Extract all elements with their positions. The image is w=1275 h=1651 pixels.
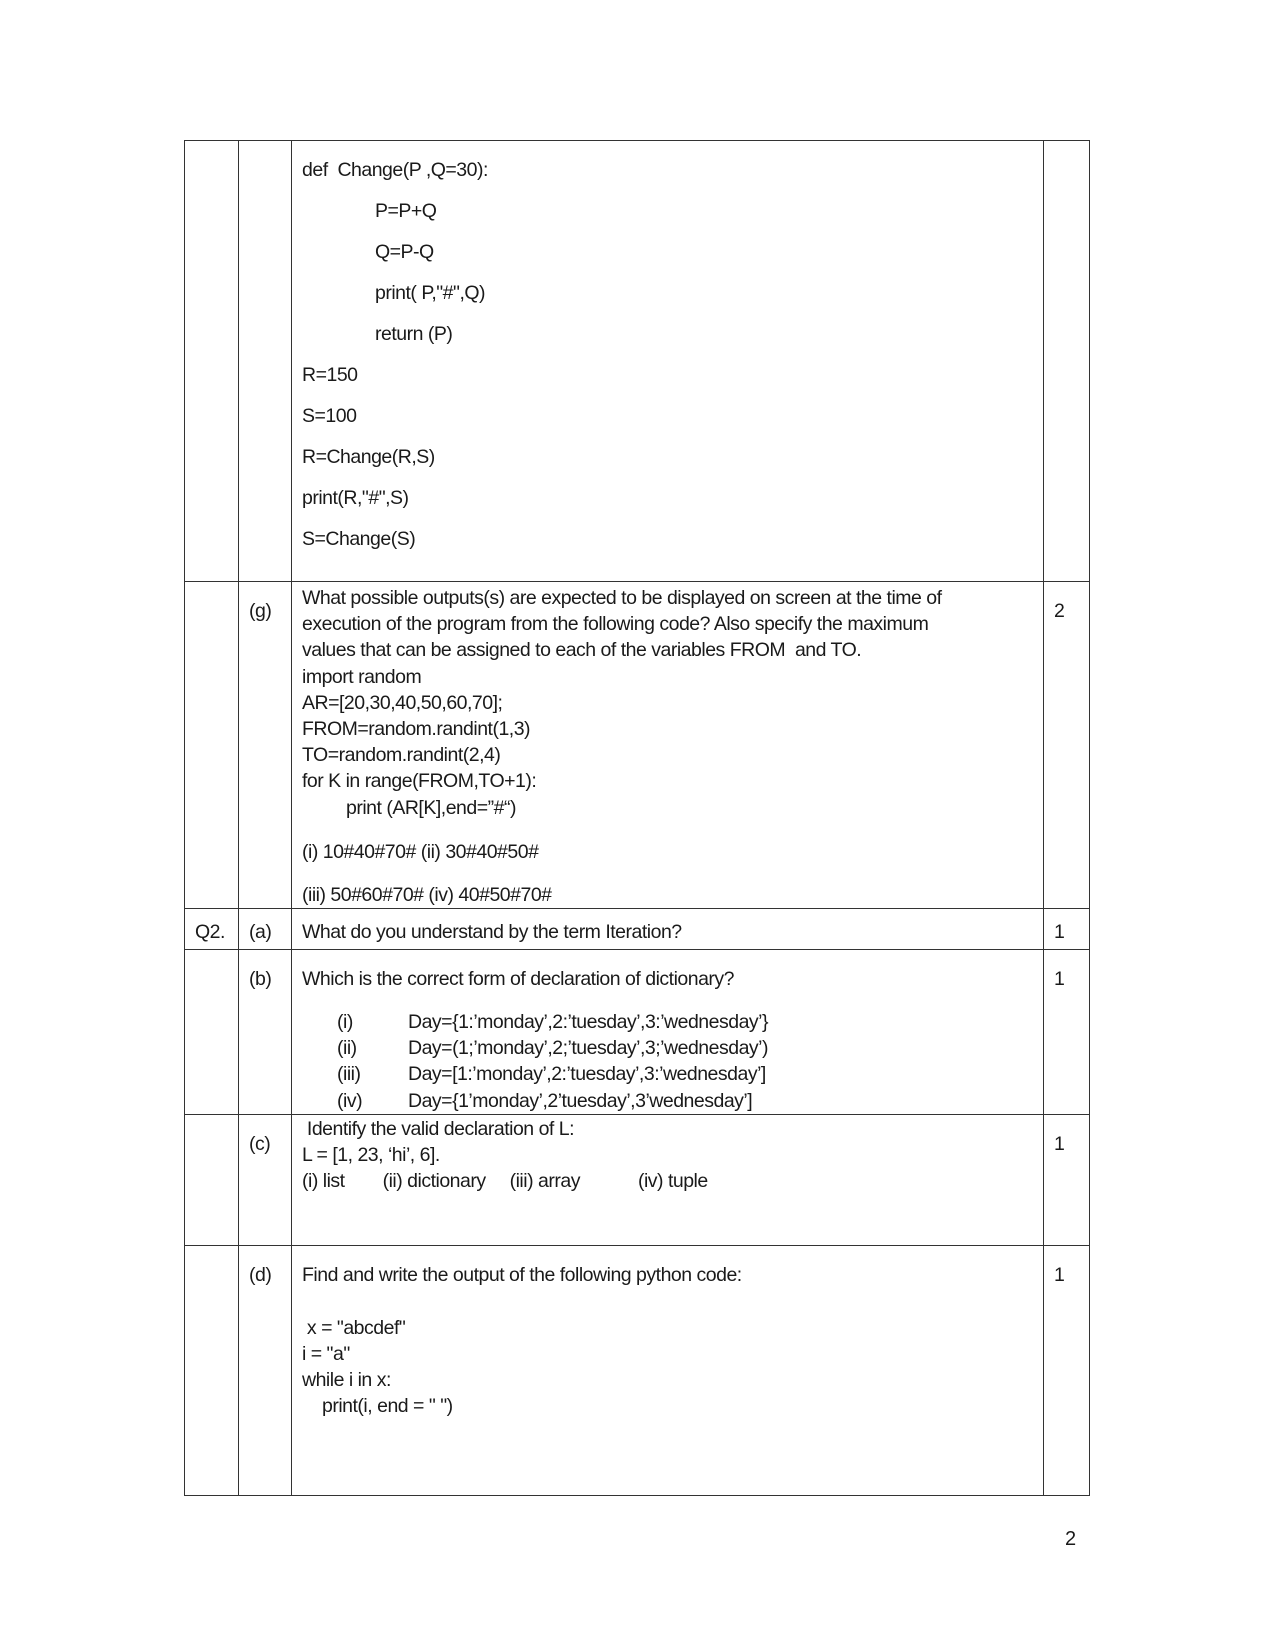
question-cell xyxy=(185,1245,239,1495)
question-text: Identify the valid declaration of L: xyxy=(302,1117,575,1140)
code-line: AR=[20,30,40,50,60,70]; xyxy=(302,691,503,714)
question-text: Find and write the output of the following python code: xyxy=(302,1263,742,1286)
part-cell xyxy=(239,1114,292,1245)
code-line: S=Change(S) xyxy=(302,528,416,550)
question-text: Which is the correct form of declaration of dictionary? xyxy=(302,968,735,991)
marks-cell xyxy=(1044,950,1090,1115)
code-line: R=150 xyxy=(302,364,358,386)
option-item: (ii) dictionary xyxy=(382,1170,486,1193)
option-text: Day={1:’monday’,2:’tuesday’,3:’wednesday’} xyxy=(408,1011,769,1034)
code-line: S=100 xyxy=(302,405,357,427)
code-line: Q=P-Q xyxy=(375,241,434,263)
content-cell xyxy=(292,909,1044,950)
part-cell xyxy=(239,582,292,909)
marks-cell xyxy=(1044,909,1090,950)
option-number: (i) xyxy=(337,1011,353,1034)
option-text: Day=(1;’monday’,2;’tuesday’,3;’wednesday’) xyxy=(408,1037,768,1060)
code-line: i = "a" xyxy=(302,1342,350,1365)
content-cell xyxy=(292,141,1044,582)
part-cell xyxy=(239,1245,292,1495)
option-item: (iv) tuple xyxy=(637,1170,708,1193)
part-label: (a) xyxy=(249,921,272,944)
content-cell xyxy=(292,1114,1044,1245)
code-line: import random xyxy=(302,665,422,688)
question-text: values that can be assigned to each of the variables FROM and TO. xyxy=(302,639,862,662)
code-block xyxy=(292,141,1043,569)
row-q2c xyxy=(185,1114,1090,1245)
part-label: (b) xyxy=(249,968,272,991)
option-line: (i) 10#40#70# (ii) 30#40#50# xyxy=(302,840,539,863)
option-item: (i) list xyxy=(302,1170,345,1193)
option-text: Day=[1:’monday’,2:’tuesday’,3:’wednesday’] xyxy=(408,1063,766,1086)
option-list xyxy=(302,1009,1043,1114)
list-declaration: L = [1, 23, ‘hi’, 6]. xyxy=(302,1143,440,1166)
part-cell xyxy=(239,909,292,950)
question-table xyxy=(184,140,1090,1496)
question-cell xyxy=(185,1114,239,1245)
option-list xyxy=(302,1168,1043,1194)
code-line: return (P) xyxy=(375,323,453,345)
question-text: What do you understand by the term Iteration? xyxy=(302,921,682,944)
code-line: print(i, end = " ") xyxy=(322,1395,453,1418)
marks-value: 1 xyxy=(1054,1263,1065,1286)
question-cell xyxy=(185,582,239,909)
question-number: Q2. xyxy=(195,921,225,944)
option-item xyxy=(302,1088,1043,1114)
marks-value: 2 xyxy=(1054,600,1065,622)
marks-cell xyxy=(1044,582,1090,909)
code-line: print(R,"#",S) xyxy=(302,487,409,509)
row-q2b xyxy=(185,950,1090,1115)
row-q2d xyxy=(185,1245,1090,1495)
marks-value: 1 xyxy=(1054,921,1065,944)
code-line: TO=random.randint(2,4) xyxy=(302,744,501,767)
option-number: (ii) xyxy=(337,1037,357,1060)
question-text: What possible outputs(s) are expected to be displayed on screen at the time of xyxy=(302,587,942,609)
part-label: (g) xyxy=(249,600,272,622)
option-line: (iii) 50#60#70# (iv) 40#50#70# xyxy=(302,883,552,906)
content-cell xyxy=(292,582,1044,909)
row-g xyxy=(185,582,1090,909)
code-line: x = "abcdef" xyxy=(302,1316,406,1339)
question-text: execution of the program from the following code? Also specify the maximum xyxy=(302,613,929,636)
code-line: def Change(P ,Q=30): xyxy=(302,159,488,181)
page-number: 2 xyxy=(1065,1528,1077,1550)
part-label: (c) xyxy=(249,1132,271,1155)
option-item xyxy=(302,1061,1043,1087)
marks-value: 1 xyxy=(1054,968,1065,991)
marks-cell xyxy=(1044,1245,1090,1495)
marks-cell xyxy=(1044,1114,1090,1245)
part-label: (d) xyxy=(249,1263,272,1286)
option-text: Day={1’monday’,2’tuesday’,3’wednesday’] xyxy=(408,1089,753,1112)
content-cell xyxy=(292,1245,1044,1495)
question-cell xyxy=(185,909,239,950)
question-cell xyxy=(185,950,239,1115)
code-line: FROM=random.randint(1,3) xyxy=(302,718,531,741)
option-item xyxy=(302,1009,1043,1035)
code-line: print (AR[K],end=”#“) xyxy=(346,796,516,819)
option-item: (iii) array xyxy=(509,1170,580,1193)
part-cell xyxy=(239,950,292,1115)
row-q2a xyxy=(185,909,1090,950)
code-line: R=Change(R,S) xyxy=(302,446,435,468)
code-line: for K in range(FROM,TO+1): xyxy=(302,770,537,793)
option-number: (iii) xyxy=(337,1063,361,1086)
code-line: while i in x: xyxy=(302,1369,391,1392)
option-item xyxy=(302,1035,1043,1061)
code-line: print( P,"#",Q) xyxy=(375,282,486,304)
part-cell xyxy=(239,141,292,582)
code-line: P=P+Q xyxy=(375,200,437,222)
marks-cell xyxy=(1044,141,1090,582)
option-number: (iv) xyxy=(337,1089,363,1112)
marks-value: 1 xyxy=(1054,1132,1065,1155)
question-cell xyxy=(185,141,239,582)
content-cell xyxy=(292,950,1044,1115)
row-f xyxy=(185,141,1090,582)
